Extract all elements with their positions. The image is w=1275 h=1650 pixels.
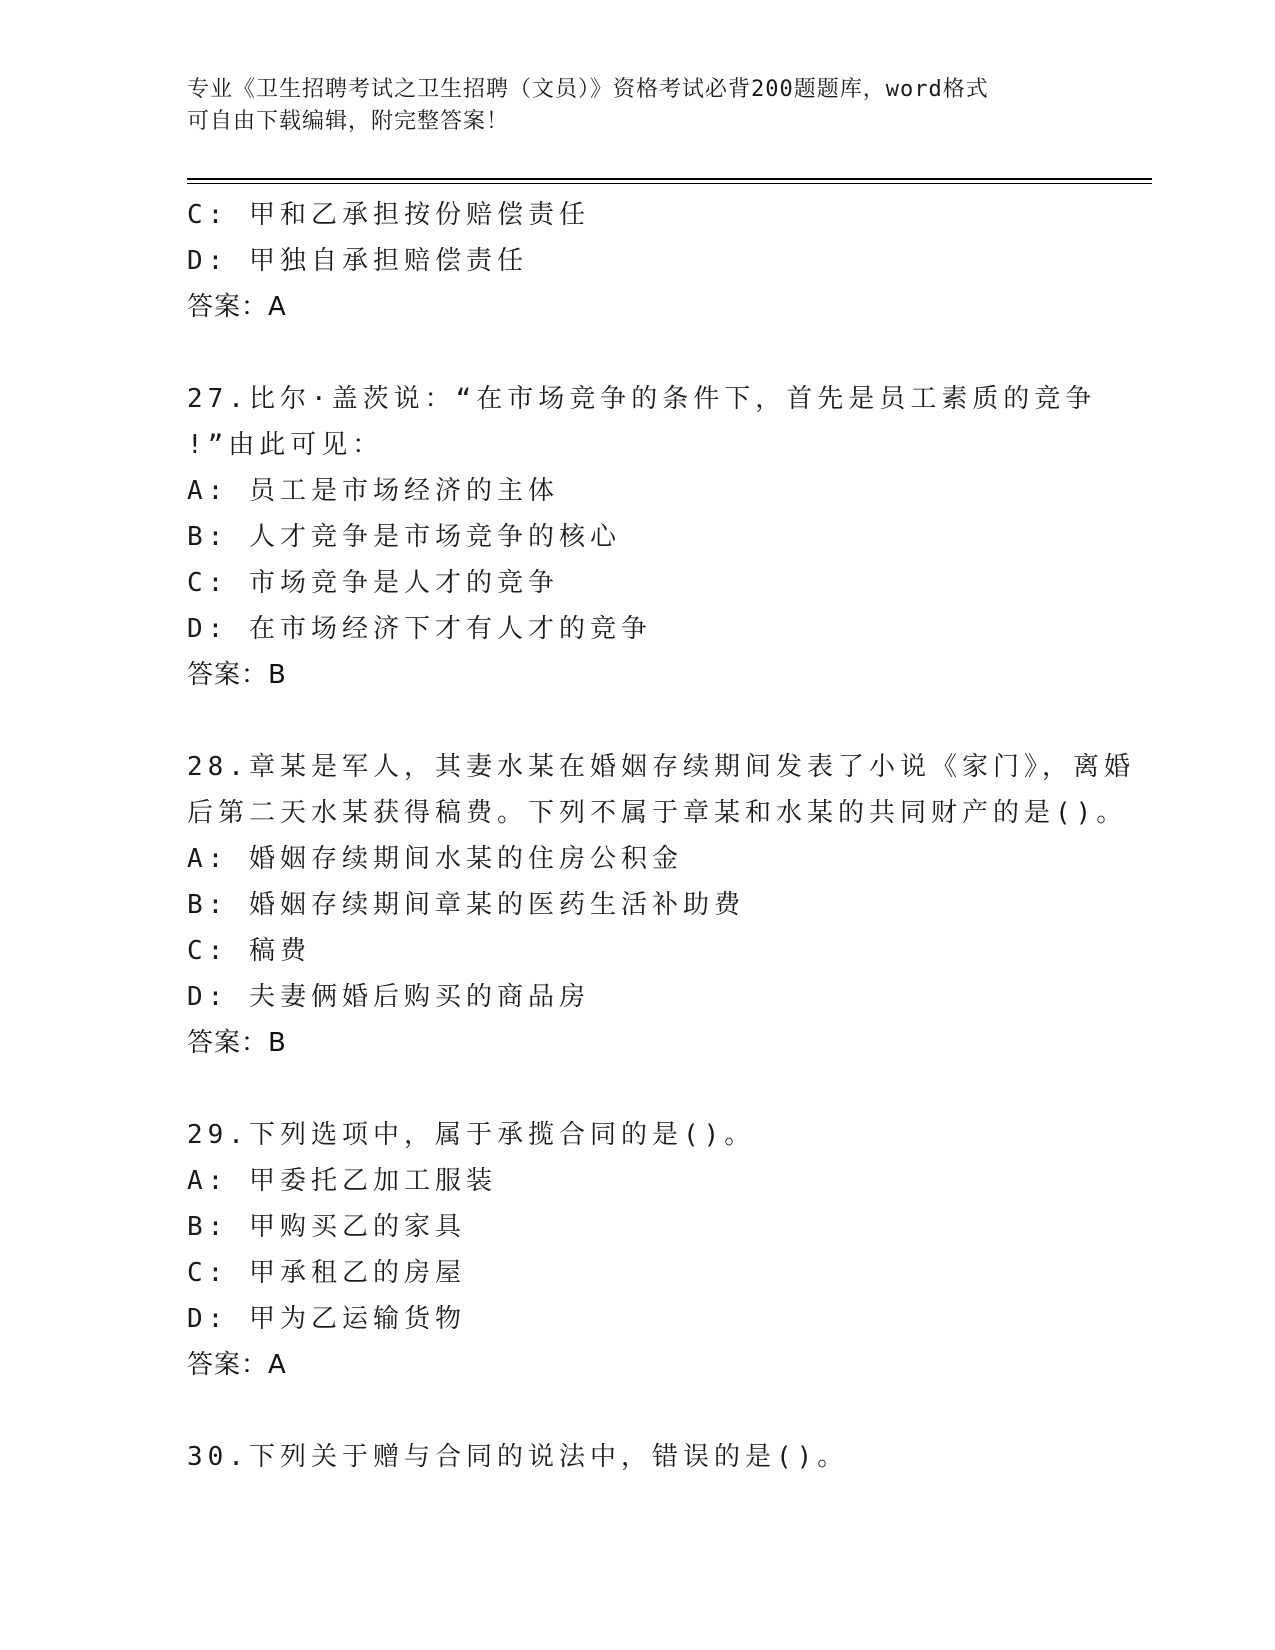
spacer xyxy=(187,1388,1087,1434)
question-29 xyxy=(187,1112,1087,1388)
question-stem-line-1: 30.下列关于赠与合同的说法中，错误的是()。 xyxy=(187,1442,849,1472)
option-b: B: 人才竞争是市场竞争的核心 xyxy=(187,522,621,552)
question-26 xyxy=(187,192,1087,330)
answer-label: 答案：B xyxy=(187,660,287,690)
option-d: D: 甲为乙运输货物 xyxy=(187,1304,466,1334)
question-list xyxy=(187,192,1135,1480)
option-a: A: 员工是市场经济的主体 xyxy=(187,476,559,506)
header-line-2: 可自由下载编辑，附完整答案！ xyxy=(187,109,510,134)
question-27 xyxy=(187,376,1097,698)
option-c: C: 市场竞争是人才的竞争 xyxy=(187,568,559,598)
question-stem-line-1: 28.章某是军人，其妻水某在婚姻存续期间发表了小说《家门》，离婚 xyxy=(187,752,1135,782)
option-d: D: 在市场经济下才有人才的竞争 xyxy=(187,614,652,644)
option-d: D: 夫妻俩婚后购买的商品房 xyxy=(187,982,590,1012)
header-rule-thin xyxy=(187,183,1152,184)
option-c: C: 稿费 xyxy=(187,936,311,966)
question-stem-line-1: 29.下列选项中，属于承揽合同的是()。 xyxy=(187,1120,756,1150)
spacer xyxy=(187,330,1087,376)
question-stem-line-2: !”由此可见： xyxy=(187,430,384,460)
answer-label: 答案：B xyxy=(187,1028,287,1058)
option-c: C: 甲和乙承担按份赔偿责任 xyxy=(187,200,590,230)
question-stem-line-1: 27.比尔·盖茨说：“在市场竞争的条件下，首先是员工素质的竞争 xyxy=(187,384,1097,414)
question-30 xyxy=(187,1434,1087,1480)
question-28 xyxy=(187,744,1135,1066)
option-b: B: 甲购买乙的家具 xyxy=(187,1212,466,1242)
question-stem-line-2: 后第二天水某获得稿费。下列不属于章某和水某的共同财产的是()。 xyxy=(187,798,1128,828)
document-header xyxy=(187,74,1077,138)
spacer xyxy=(187,698,1087,744)
answer-label: 答案：A xyxy=(187,1350,287,1380)
header-rule-thick xyxy=(187,178,1152,180)
spacer xyxy=(187,1066,1087,1112)
header-line-1: 专业《卫生招聘考试之卫生招聘（文员）》资格考试必背200题题库，word格式 xyxy=(187,77,989,102)
option-c: C: 甲承租乙的房屋 xyxy=(187,1258,466,1288)
option-a: A: 婚姻存续期间水某的住房公积金 xyxy=(187,844,683,874)
option-a: A: 甲委托乙加工服装 xyxy=(187,1166,497,1196)
option-b: B: 婚姻存续期间章某的医药生活补助费 xyxy=(187,890,745,920)
answer-label: 答案：A xyxy=(187,292,287,322)
option-d: D: 甲独自承担赔偿责任 xyxy=(187,246,528,276)
